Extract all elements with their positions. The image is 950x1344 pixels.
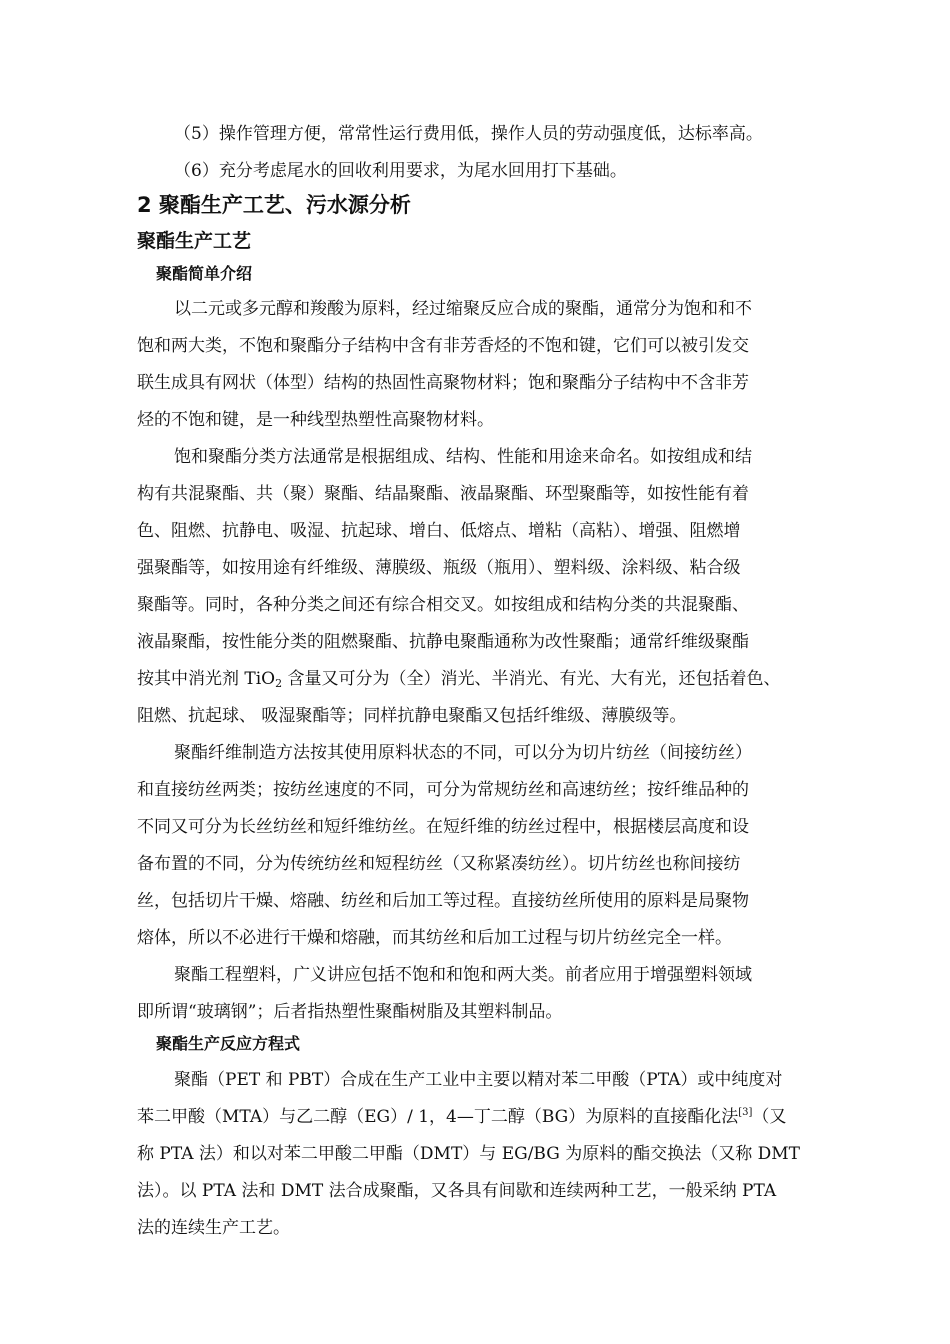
paragraph-line bbox=[137, 1100, 857, 1134]
paragraph-line: 强聚酯等，如按用途有纤维级、薄膜级、瓶级（瓶用）、塑料级、涂料级、粘合级 bbox=[137, 558, 741, 578]
paragraph-line: 备布置的不同，分为传统纺丝和短程纺丝（又称紧凑纺丝）。切片纺丝也称间接纺 bbox=[137, 854, 741, 874]
paragraph-line: 聚酯纤维制造方法按其使用原料状态的不同，可以分为切片纺丝（间接纺丝） bbox=[174, 743, 752, 763]
citation-reference[interactable]: [3] bbox=[738, 1107, 753, 1118]
subsection-heading: 聚酯生产工艺 bbox=[137, 230, 252, 252]
paragraph-line: 联生成具有网状（体型）结构的热固性高聚物材料；饱和聚酯分子结构中不含非芳 bbox=[137, 373, 749, 393]
paragraph-line: 色、阻燃、抗静电、吸湿、抗起球、增白、低熔点、增粘（高粘）、增强、阻燃增 bbox=[137, 521, 741, 541]
paragraph-line: 饱和聚酯分类方法通常是根据组成、结构、性能和用途来命名。如按组成和结 bbox=[174, 447, 752, 467]
subsubsection-heading-reaction: 聚酯生产反应方程式 bbox=[156, 1034, 301, 1053]
text-run: 按其中消光剂 TiO bbox=[137, 669, 276, 689]
paragraph-line bbox=[137, 662, 857, 696]
list-item-6: （6）充分考虑尾水的回收利用要求，为尾水回用打下基础。 bbox=[174, 161, 627, 181]
paragraph-line: 熔体，所以不必进行干燥和熔融，而其纺丝和后加工过程与切片纺丝完全一样。 bbox=[137, 928, 732, 948]
paragraph-line: 即所谓“玻璃钢”；后者指热塑性聚酯树脂及其塑料制品。 bbox=[137, 1002, 563, 1022]
paragraph-line: 聚酯（PET 和 PBT）合成在生产工业中主要以精对苯二甲酸（PTA）或中纯度对 bbox=[174, 1070, 783, 1090]
paragraph-line: 烃的不饱和键，是一种线型热塑性高聚物材料。 bbox=[137, 410, 494, 430]
paragraph-line: 法的连续生产工艺。 bbox=[137, 1218, 290, 1238]
section-heading: 2 聚酯生产工艺、污水源分析 bbox=[137, 193, 411, 217]
paragraph-line: 饱和两大类，不饱和聚酯分子结构中含有非芳香烃的不饱和键，它们可以被引发交 bbox=[137, 336, 749, 356]
paragraph-line: 构有共混聚酯、共（聚）聚酯、结晶聚酯、液晶聚酯、环型聚酯等，如按性能有着 bbox=[137, 484, 749, 504]
paragraph-line: 丝，包括切片干燥、熔融、纺丝和后加工等过程。直接纺丝所使用的原料是局聚物 bbox=[137, 891, 749, 911]
paragraph-line: 聚酯工程塑料，广义讲应包括不饱和和饱和两大类。前者应用于增强塑料领域 bbox=[174, 965, 752, 985]
paragraph-line: 法）。以 PTA 法和 DMT 法合成聚酯，又各具有间歇和连续两种工艺，一般采纳 PTA bbox=[137, 1181, 777, 1201]
paragraph-line: 称 PTA 法）和以对苯二甲酸二甲酯（DMT）与 EG/BG 为原料的酯交换法（又称 DMT bbox=[137, 1144, 800, 1164]
list-item-5: （5）操作管理方便，常常性运行费用低，操作人员的劳动强度低，达标率高。 bbox=[174, 124, 763, 144]
subsubsection-heading-intro: 聚酯简单介绍 bbox=[156, 264, 253, 283]
paragraph-line: 不同又可分为长丝纺丝和短纤维纺丝。在短纤维的纺丝过程中，根据楼层高度和设 bbox=[137, 817, 749, 837]
paragraph-line: 液晶聚酯，按性能分类的阻燃聚酯、抗静电聚酯通称为改性聚酯；通常纤维级聚酯 bbox=[137, 632, 749, 652]
text-run: （又 bbox=[752, 1107, 787, 1127]
paragraph-line: 阻燃、抗起球、 吸湿聚酯等；同样抗静电聚酯又包括纤维级、薄膜级等。 bbox=[137, 706, 687, 726]
paragraph-line: 聚酯等。同时，各种分类之间还有综合相交叉。如按组成和结构分类的共混聚酯、 bbox=[137, 595, 749, 615]
paragraph-line: 和直接纺丝两类；按纺丝速度的不同，可分为常规纺丝和高速纺丝；按纤维品种的 bbox=[137, 780, 749, 800]
subscript: 2 bbox=[275, 677, 283, 690]
text-run: 苯二甲酸（MTA）与乙二醇（EG）/ 1，4—丁二醇（BG）为原料的直接酯化法 bbox=[137, 1107, 739, 1127]
paragraph-line: 以二元或多元醇和羧酸为原料，经过缩聚反应合成的聚酯，通常分为饱和和不 bbox=[174, 299, 752, 319]
text-run: 含量又可分为（全）消光、半消光、有光、大有光，还包括着色、 bbox=[282, 669, 781, 689]
